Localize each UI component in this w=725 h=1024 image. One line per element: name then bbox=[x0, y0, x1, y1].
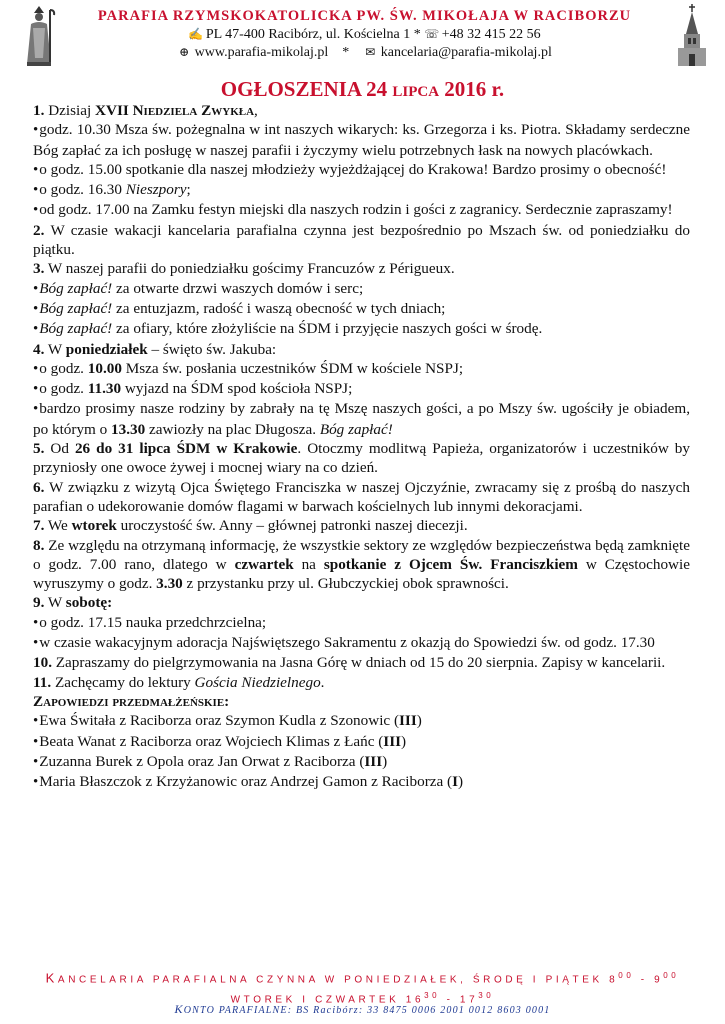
mail-icon: ✉ bbox=[365, 45, 376, 59]
list-item: 3. W naszej parafii do poniedziałku gościmy Francuzów z Périgueux. bbox=[33, 260, 455, 278]
list-item: 11. Zachęcamy do lektury Gościa Niedzielnego. bbox=[33, 673, 325, 691]
email-link[interactable]: kancelaria@parafia-mikolaj.pl bbox=[380, 45, 552, 60]
announcements bbox=[33, 101, 690, 792]
list-item: 4. W poniedziałek – święto św. Jakuba: bbox=[33, 340, 277, 358]
list-item: • w czasie wakacyjnym adoracja Najświętszego Sakramentu z okazją do Spowiedzi św. od godz. 17.30 bbox=[33, 633, 690, 653]
church-icon bbox=[675, 4, 709, 70]
phone-icon: ☏ bbox=[424, 27, 440, 41]
banns-item: • Beata Wanat z Raciborza oraz Wojciech Klimas z Łańc (III) bbox=[33, 732, 690, 752]
list-item: • od godz. 17.00 na Zamku festyn miejski dla naszych rodzin i gości z zagranicy. Serdecznie zapraszamy! bbox=[33, 200, 690, 220]
list-item: • o godz. 16.30 Nieszpory; bbox=[33, 180, 690, 200]
bank-account: KONTO PARAFIALNE: BS Racibórz: 33 8475 0006 2001 0012 8603 0001 bbox=[174, 1002, 551, 1016]
list-item: 8. Ze względu na otrzymaną informację, że wszystkie sektory ze względów bezpieczeństwa będą zamknięte o godz. 7.00 rano, dlatego w czwartek na spotkanie z Ojcem Św. Franciszkiem w Częstochowie wyruszymy o godz. 3.30 z przystanku przy ul. Głubczyckiej obok sprawności. bbox=[33, 536, 691, 593]
list-item: 10. Zapraszamy do pielgrzymowania na Jasna Górę w dniach od 15 do 20 sierpnia. Zapisy w kancelarii. bbox=[33, 654, 666, 672]
list-item: 2. W czasie wakacji kancelaria parafialna czynna jest bezpośrednio po Mszach św. od poniedziałku do piątku. bbox=[33, 221, 690, 259]
parish-name: PARAFIA RZYMSKOKATOLICKA PW. ŚW. MIKOŁAJA W RACIBORZU bbox=[97, 8, 632, 24]
web-line bbox=[62, 45, 667, 61]
page-title: OGŁOSZENIA 24 LIPCA 2016 r. bbox=[220, 77, 505, 101]
list-item: 1. Dzisiaj XVII Niedziela Zwykła, bbox=[33, 102, 258, 119]
list-item: • godz. 10.30 Msza św. pożegnalna w int naszych wikarych: ks. Grzegorza i ks. Piotra. Składamy serdeczne Bóg zapłać za ich posługę w naszej parafii i życzymy wielu potrzebnych łask na nowych placówkach. bbox=[33, 120, 690, 160]
saint-nicholas-icon bbox=[22, 4, 56, 68]
list-item: • o godz. 17.15 nauka przedchrzcielna; bbox=[33, 613, 690, 633]
banns-item: • Maria Błaszczok z Krzyżanowic oraz Andrzej Gamon z Raciborza (I) bbox=[33, 772, 690, 792]
office-hours: KANCELARIA PARAFIALNA CZYNNA W PONIEDZIAŁEK, ŚRODĘ I PIĄTEK $8^{00} - 9^{00}$ WTOREK I CZWARTEK $16^{30} - 17^{30}$ bbox=[45, 970, 680, 1006]
list-item: • o godz. 15.00 spotkanie dla naszej młodzieży wyjeżdżającej do Krakowa! Bardzo prosimy o obecność! bbox=[33, 160, 690, 180]
website-link[interactable]: www.parafia-mikolaj.pl bbox=[194, 45, 329, 60]
banns-heading: Zapowiedzi przedmałżeńskie: bbox=[33, 692, 230, 710]
globe-icon: ⊕ bbox=[179, 45, 190, 59]
banns-item: • Zuzanna Burek z Opola oraz Jan Orwat z Raciborza (III) bbox=[33, 752, 690, 772]
list-item: 6. W związku z wizytą Ojca Świętego Franciszka w naszej Ojczyźnie, zwracamy się z prośbą do naszych parafian o udekorowanie domów flagami w barwach kościelnych lub innymi dekoracjami. bbox=[33, 478, 690, 515]
list-item: 7. We wtorek uroczystość św. Anny – głównej patronki naszej diecezji. bbox=[33, 517, 468, 535]
contact-line bbox=[62, 27, 667, 43]
list-item: • bardzo prosimy nasze rodziny by zabrały na tę Mszę naszych gości, a po Mszy św. ugościły je obiadem, po którym o 13.30 zawiozły na plac Długosza. Bóg zapłać! bbox=[33, 399, 690, 439]
address: PL 47-400 Racibórz, ul. Kościelna 1 * bbox=[205, 27, 421, 42]
phone[interactable]: +48 32 415 22 56 bbox=[441, 27, 541, 42]
pen-icon: ✍ bbox=[188, 27, 204, 41]
list-item: • o godz. 10.00 Msza św. posłania uczestników ŚDM w kościele NSPJ; bbox=[33, 359, 690, 379]
list-item: 9. W sobotę: bbox=[33, 594, 113, 612]
banns-item: • Ewa Świtała z Raciborza oraz Szymon Kudla z Szonowic (III) bbox=[33, 711, 690, 731]
separator: * bbox=[342, 45, 350, 60]
list-item: • Bóg zapłać! za otwarte drzwi waszych domów i serc; bbox=[33, 279, 690, 299]
list-item: • o godz. 11.30 wyjazd na ŚDM spod kościoła NSPJ; bbox=[33, 379, 690, 399]
list-item: • Bóg zapłać! za entuzjazm, radość i waszą obecność w tych dniach; bbox=[33, 299, 690, 319]
list-item: • Bóg zapłać! za ofiary, które złożyliście na ŚDM i przyjęcie naszych gości w środę. bbox=[33, 319, 690, 339]
letterhead bbox=[0, 0, 725, 72]
list-item: 5. Od 26 do 31 lipca ŚDM w Krakowie. Otoczmy modlitwą Papieża, organizatorów i uczestników by przyniosły one owoce żywej i mocnej wiary na co dzień. bbox=[33, 440, 690, 477]
